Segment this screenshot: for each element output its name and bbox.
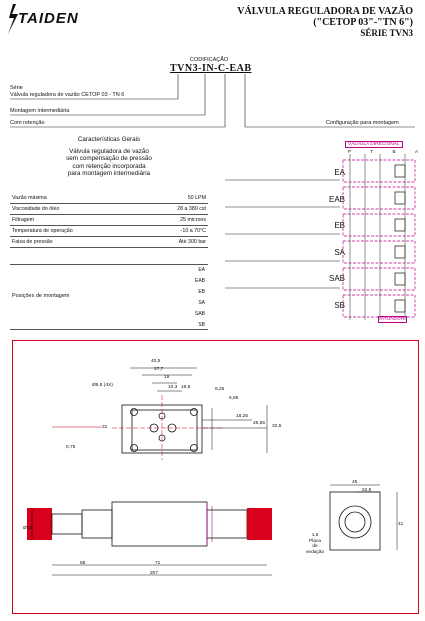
port-p: P bbox=[348, 149, 352, 154]
general-desc3: com retenção incorporada bbox=[72, 162, 146, 170]
doc-title-line1: VÁLVULA REGULADORA DE VAZÃO bbox=[237, 6, 413, 17]
legend-retencao: Com retenção bbox=[10, 120, 45, 126]
spec-label: Temperatura de operação bbox=[10, 226, 141, 237]
legend-serie-desc: Válvula reguladora de vazão CETOP 03 - TN 6 bbox=[10, 92, 125, 98]
legend-config: Configuração para montagem bbox=[326, 120, 399, 126]
config-row-label: EAB bbox=[328, 194, 345, 204]
valve-box bbox=[343, 160, 415, 182]
spec-value: Até 300 bar bbox=[141, 237, 208, 248]
check-valve-symbol bbox=[395, 273, 405, 285]
general-heading: Características Gerais bbox=[77, 136, 141, 143]
valve-box bbox=[343, 214, 415, 236]
port-b: B bbox=[392, 149, 396, 154]
general-desc4: para montagem intermediária bbox=[67, 170, 151, 177]
dim-label: 19 bbox=[164, 375, 170, 380]
table-row bbox=[10, 237, 208, 248]
config-row-label: SAB bbox=[328, 274, 345, 283]
brand-name: TAIDEN bbox=[18, 10, 79, 27]
valve-box bbox=[343, 295, 415, 317]
dim-label: 45 bbox=[352, 480, 358, 485]
actuator-label: ATUADOR bbox=[378, 316, 407, 323]
plate-label: vedação bbox=[306, 549, 325, 555]
spec-value: 50 LPM bbox=[141, 193, 208, 204]
dim-label: 18,25 bbox=[236, 414, 249, 419]
specs-table bbox=[10, 193, 208, 248]
doc-title-line3: SÉRIE TVN3 bbox=[360, 28, 413, 38]
legend-montagem: Montagem intermediária bbox=[10, 108, 70, 114]
plate-label: Placa bbox=[309, 538, 322, 544]
spec-value: -10 a 70°C bbox=[141, 226, 208, 237]
positions-box bbox=[10, 264, 208, 330]
table-row bbox=[10, 193, 208, 204]
position-item: SA bbox=[198, 300, 205, 306]
dim-label: 5,95 bbox=[229, 396, 239, 401]
doc-title-line2: ("CETOP 03"-"TN 6") bbox=[313, 17, 413, 28]
position-item: EA bbox=[198, 267, 205, 273]
config-diagram bbox=[225, 150, 420, 330]
config-row-label: SA bbox=[334, 247, 345, 257]
dim-label: 207 bbox=[150, 571, 159, 576]
spec-value: 25 microns bbox=[141, 215, 208, 226]
dim-label: 16,5 bbox=[181, 385, 191, 390]
port-a: A bbox=[414, 149, 418, 154]
dim-label: 1,5 bbox=[311, 533, 319, 538]
port-t: T bbox=[370, 149, 374, 154]
spec-label: Viscosidade do óleo bbox=[10, 204, 141, 215]
dim-label: 27,7 bbox=[154, 367, 164, 372]
table-row bbox=[10, 204, 208, 215]
dim-label: 6,25 bbox=[215, 387, 225, 392]
dim-label: 26,55 bbox=[253, 421, 266, 426]
position-item: SB bbox=[198, 322, 205, 328]
position-item: EB bbox=[198, 289, 205, 295]
positions-label: Posições de montagem bbox=[12, 293, 70, 299]
dim-label: Ø32 bbox=[23, 526, 33, 531]
valve-box bbox=[343, 187, 415, 209]
dim-label: 40,5 bbox=[151, 359, 161, 364]
valve-box bbox=[343, 268, 415, 290]
general-desc1: Válvula reguladora de vazão bbox=[69, 147, 149, 155]
dim-label: 58 bbox=[80, 561, 86, 566]
table-row bbox=[10, 226, 208, 237]
check-valve-symbol bbox=[395, 165, 405, 177]
dim-label: 41 bbox=[398, 522, 404, 527]
spec-label: Filtragem bbox=[10, 215, 141, 226]
dim-label: 22,5 bbox=[362, 488, 372, 493]
spec-value: 28 a 380 cst bbox=[141, 204, 208, 215]
check-valve-symbol bbox=[395, 300, 405, 312]
hole-label: Ø5,5 (4X) bbox=[92, 383, 113, 388]
general-desc2: sem compensação de pressão bbox=[66, 155, 152, 162]
config-row-label: EA bbox=[334, 168, 345, 177]
config-row-label: SB bbox=[334, 300, 345, 310]
dim-label: 0,75 bbox=[66, 445, 76, 450]
valve-label: VÁLVULA DIRECIONAL bbox=[345, 141, 403, 148]
code-connector-lines bbox=[0, 0, 425, 140]
spec-label: Vazão máxima bbox=[10, 193, 141, 204]
valve-box bbox=[343, 241, 415, 263]
dim-label: 31 bbox=[102, 425, 108, 430]
legend-serie: Série bbox=[10, 85, 23, 91]
position-item: EAB bbox=[194, 278, 205, 284]
config-row-label: EB bbox=[334, 221, 345, 230]
check-valve-symbol bbox=[395, 246, 405, 258]
dim-label: 71 bbox=[155, 561, 161, 566]
technical-drawing bbox=[12, 340, 417, 612]
check-valve-symbol bbox=[395, 192, 405, 204]
plate-label: de bbox=[312, 544, 318, 549]
check-valve-symbol bbox=[395, 219, 405, 231]
code-value: TVN3-IN-C-EAB bbox=[170, 63, 252, 74]
table-row bbox=[10, 215, 208, 226]
spec-label: Faixa de pressão bbox=[10, 237, 141, 248]
dim-label: 32,5 bbox=[272, 424, 282, 429]
dim-label: 10,3 bbox=[168, 385, 178, 390]
code-label: CODIFICAÇÃO bbox=[190, 57, 229, 63]
position-item: SAB bbox=[194, 311, 205, 317]
